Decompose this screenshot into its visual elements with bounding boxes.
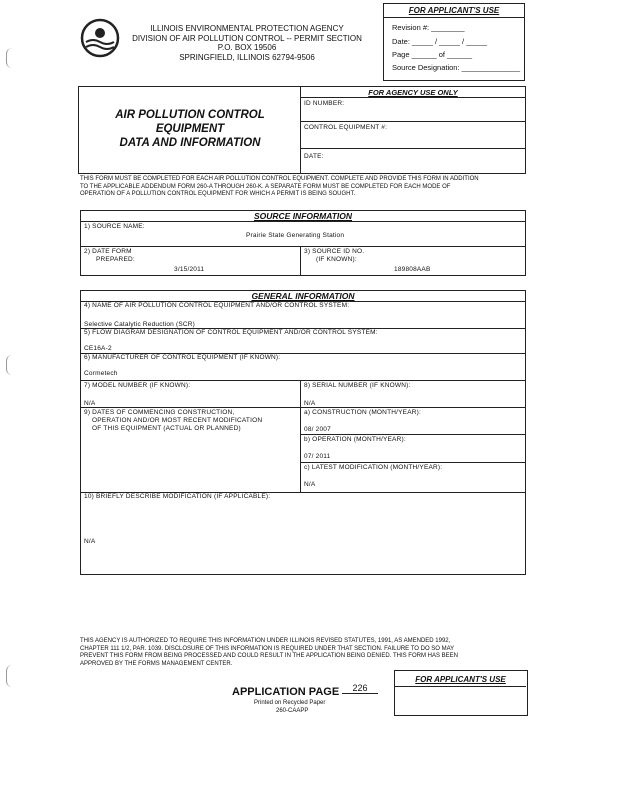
footer-notice-line: CHAPTER 111 1/2, PAR. 1039. DISCLOSURE OF THIS INFORMATION IS REQUIRED UNDER THAT SECTION. FAILURE TO DO SO MAY <box>80 645 455 652</box>
date-form-value[interactable]: 3/15/2011 <box>174 266 205 273</box>
divider <box>300 434 526 435</box>
general-info-heading: GENERAL INFORMATION <box>251 291 355 301</box>
divider <box>384 17 524 18</box>
q6-value[interactable]: Cormetech <box>84 370 118 377</box>
revision-field[interactable]: Revision #: ________ <box>392 23 465 32</box>
instruction-line: OPERATION OF A POLLUTION CONTROL EQUIPMENT FOR WHICH A PERMIT IS BEING SOUGHT. <box>80 191 356 197</box>
divider <box>300 121 526 122</box>
q7-label: 7) MODEL NUMBER (IF KNOWN): <box>84 382 191 389</box>
source-name-value[interactable]: Prairie State Generating Station <box>246 232 345 239</box>
q9-label <box>84 409 262 433</box>
divider <box>80 246 526 247</box>
source-id-label-line: (IF KNOWN): <box>316 256 357 263</box>
agency-line: DIVISION OF AIR POLLUTION CONTROL -- PERMIT SECTION <box>132 33 362 43</box>
punch-mark-bottom <box>6 665 15 687</box>
agency-use-title: FOR AGENCY USE ONLY <box>368 88 458 97</box>
date-form-label-line: 2) DATE FORM <box>84 248 132 255</box>
printed-on-recycled: Printed on Recycled Paper <box>254 700 326 706</box>
applicant-use-bottom-title: FOR APPLICANT'S USE <box>415 675 506 684</box>
q9-label-line: OPERATION AND/OR MOST RECENT MODIFICATION <box>92 417 263 424</box>
punch-mark-top <box>6 48 15 68</box>
id-number-label: ID NUMBER: <box>304 100 345 107</box>
q4-label: 4) NAME OF AIR POLLUTION CONTROL EQUIPMENT AND/OR CONTROL SYSTEM: <box>84 302 350 309</box>
q5-value[interactable]: CE16A-2 <box>84 345 112 352</box>
divider <box>300 97 526 98</box>
footer-notice-line: APPROVED BY THE FORMS MANAGEMENT CENTER. <box>80 660 233 667</box>
applicant-use-box-bottom <box>394 670 528 716</box>
instructions <box>80 176 530 199</box>
form-title-line: DATA AND INFORMATION <box>119 137 261 149</box>
q5-label: 5) FLOW DIAGRAM DESIGNATION OF CONTROL EQUIPMENT AND/OR CONTROL SYSTEM: <box>84 329 378 336</box>
footer-notice-line: THIS AGENCY IS AUTHORIZED TO REQUIRE THIS INFORMATION UNDER ILLINOIS REVISED STATUTES, 1991, AS AMENDED 1992, <box>80 638 451 644</box>
date-form-label <box>84 248 135 264</box>
q9a-value[interactable]: 08/ 2007 <box>304 426 331 433</box>
q10-label: 10) BRIEFLY DESCRIBE MODIFICATION (IF APPLICABLE): <box>84 493 271 500</box>
source-id-value[interactable]: 189808AAB <box>394 266 431 273</box>
q9a-label: a) CONSTRUCTION (MONTH/YEAR): <box>304 409 422 416</box>
agency-line: ILLINOIS ENVIRONMENTAL PROTECTION AGENCY <box>150 24 344 33</box>
footer-notice-line: PREVENT THIS FORM FROM BEING PROCESSED AND COULD RESULT IN THE APPLICATION BEING DENIED. THIS FORM HAS BEEN <box>80 653 458 659</box>
divider <box>80 407 526 408</box>
form-number: 260-CAAPP <box>276 708 309 714</box>
form-title <box>80 108 300 150</box>
q9-label-line: OF THIS EQUIPMENT (ACTUAL OR PLANNED) <box>92 425 241 432</box>
form-title-line: EQUIPMENT <box>155 123 225 135</box>
page-field[interactable]: Page ______ of ______ <box>392 50 473 59</box>
q9-label-line: 9) DATES OF COMMENCING CONSTRUCTION, <box>84 409 235 416</box>
source-name-label: 1) SOURCE NAME: <box>84 223 145 230</box>
footer-notice <box>80 638 530 668</box>
divider <box>300 380 301 492</box>
q8-label: 8) SERIAL NUMBER (IF KNOWN): <box>304 382 411 389</box>
q6-label: 6) MANUFACTURER OF CONTROL EQUIPMENT (IF KNOWN): <box>84 354 281 361</box>
application-page-number[interactable]: 226 <box>342 683 378 694</box>
q10-value[interactable]: N/A <box>84 538 96 545</box>
date-field[interactable]: Date: _____ / _____ / _____ <box>392 37 488 46</box>
date-form-label-line: PREPARED: <box>96 256 135 263</box>
divider <box>300 246 301 276</box>
q9b-label: b) OPERATION (MONTH/YEAR): <box>304 436 406 443</box>
q7-value[interactable]: N/A <box>84 400 96 407</box>
instruction-line: THIS FORM MUST BE COMPLETED FOR EACH AIR POLLUTION CONTROL EQUIPMENT. COMPLETE AND PROVIDE THIS FORM IN ADDITION <box>80 176 479 182</box>
punch-mark-middle <box>6 355 15 375</box>
agency-line: SPRINGFIELD, ILLINOIS 62794-9506 <box>179 52 315 62</box>
agency-date-label: DATE: <box>304 153 324 160</box>
divider <box>300 148 526 149</box>
divider <box>80 380 526 381</box>
agency-logo <box>80 18 120 58</box>
applicant-use-box-top <box>383 3 525 81</box>
divider <box>300 462 526 463</box>
control-equipment-label: CONTROL EQUIPMENT #: <box>304 124 388 131</box>
agency-line: P.O. BOX 19506 <box>217 43 277 52</box>
source-info-heading: SOURCE INFORMATION <box>253 211 353 221</box>
divider <box>80 221 526 222</box>
q8-value[interactable]: N/A <box>304 400 316 407</box>
source-designation-field[interactable]: Source Designation: ______________ <box>392 63 521 72</box>
q9c-label: c) LATEST MODIFICATION (MONTH/YEAR): <box>304 464 443 471</box>
applicant-use-title: FOR APPLICANT'S USE <box>408 6 500 15</box>
q4-value[interactable]: Selective Catalytic Reduction (SCR) <box>84 321 196 328</box>
instruction-line: TO THE APPLICABLE ADDENDUM FORM 260-A THROUGH 260-K. A SEPARATE FORM MUST BE COMPLETED FOR EACH MODE OF <box>80 183 451 190</box>
divider <box>300 86 301 174</box>
agency-header <box>118 24 376 62</box>
q9b-value[interactable]: 07/ 2011 <box>304 453 331 460</box>
source-id-label-line: 3) SOURCE ID NO. <box>304 248 365 255</box>
form-title-line: AIR POLLUTION CONTROL <box>115 109 265 121</box>
source-id-label <box>304 248 364 264</box>
agency-logo-icon <box>80 18 120 58</box>
divider <box>395 686 526 687</box>
application-page-label: APPLICATION PAGE <box>232 686 340 698</box>
q9c-value[interactable]: N/A <box>304 481 316 488</box>
